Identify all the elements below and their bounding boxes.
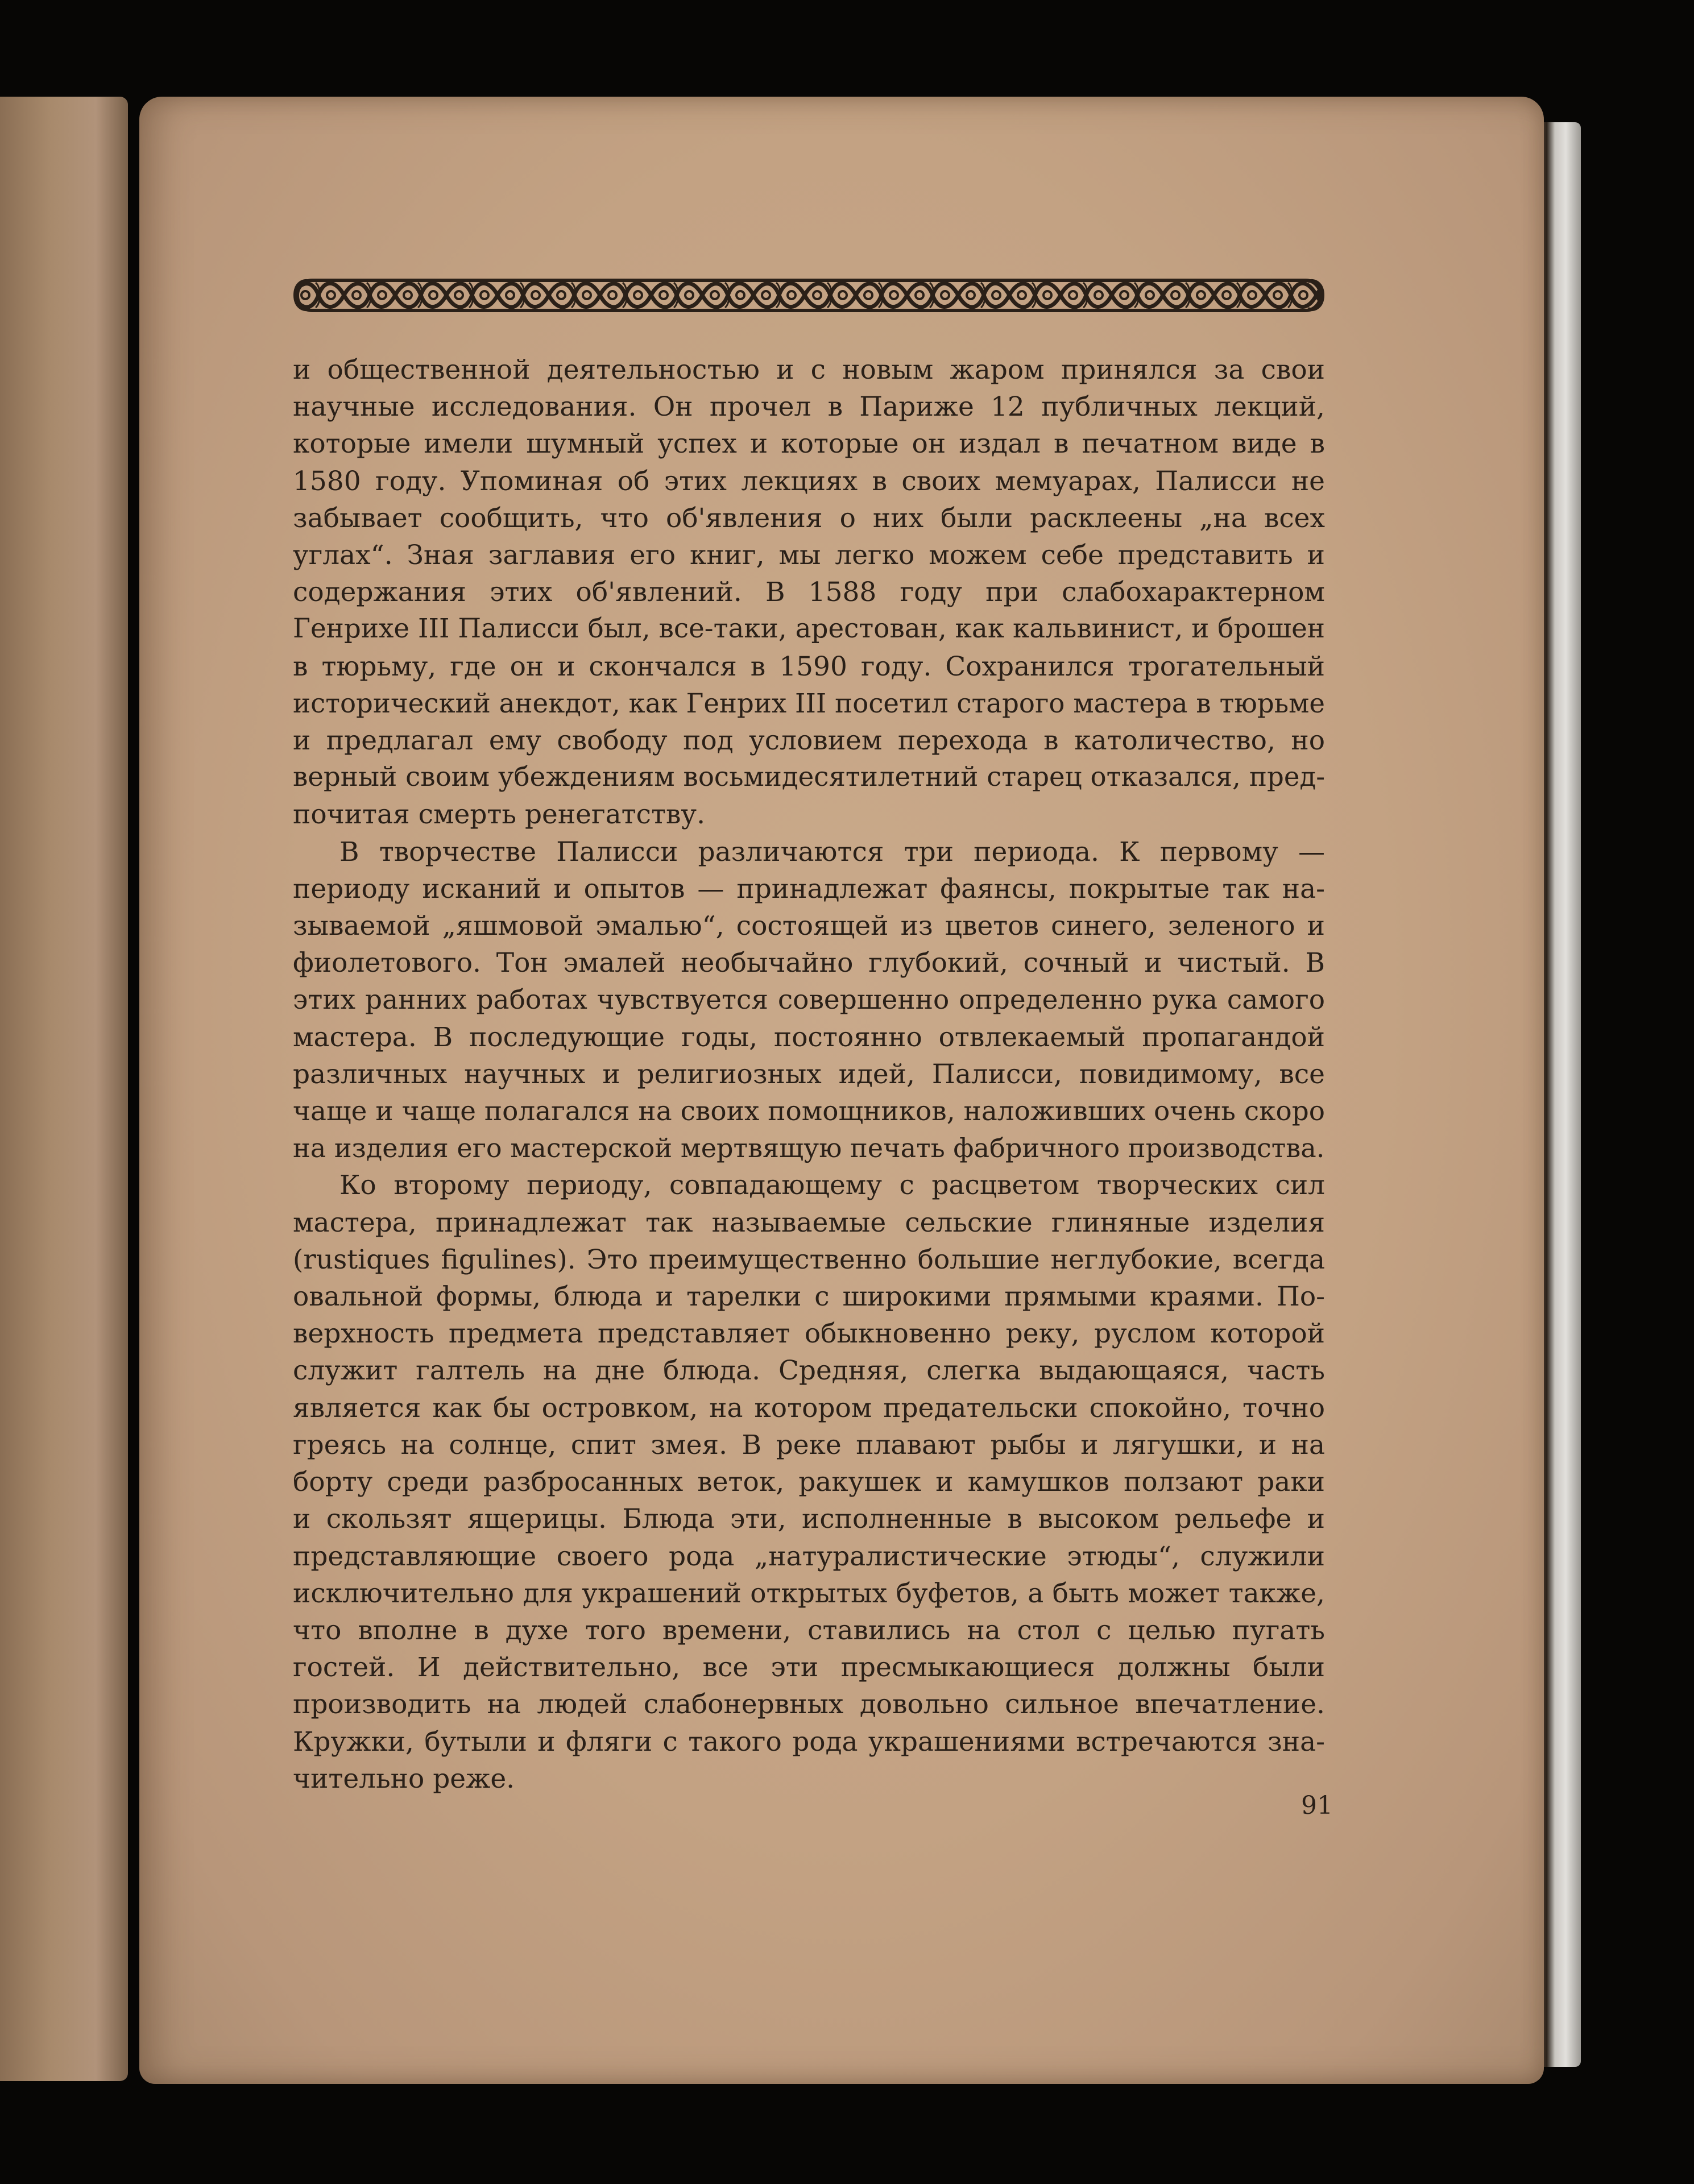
text-line: этих ранних работах чувствуется совершенно определенно рука самого <box>293 984 1325 1016</box>
text-line: фиолетового. Тон эмалей необычайно глубокий, сочный и чистый. В <box>293 947 1325 979</box>
text-line: является как бы островком, на котором предательски спокойно, точно <box>293 1392 1325 1424</box>
text-line: Ко второму периоду, совпадающему с расцветом творческих сил <box>339 1170 1325 1201</box>
text-line: служит галтель на дне блюда. Средняя, слегка выдающаяся, часть <box>293 1355 1325 1387</box>
decorative-headpiece <box>293 277 1325 314</box>
page-number: 91 <box>1301 1791 1333 1820</box>
text-line: исторический анекдот, как Генрих III посетил старого мастера в тюрьме <box>293 687 1325 719</box>
text-line: содержания этих об'явлений. В 1588 году при слабохарактерном <box>293 577 1325 608</box>
text-line: периоду исканий и опытов — принадлежат фаянсы, покрытые так на- <box>293 873 1325 905</box>
text-line: забывает сообщить, что об'явления о них были расклеены „на всех <box>293 502 1325 534</box>
text-line: зываемой „яшмовой эмалью“, состоящей из цветов синего, зеленого и <box>293 910 1325 942</box>
text-line: и предлагал ему свободу под условием перехода в католичество, но <box>293 725 1325 757</box>
text-line: различных научных и религиозных идей, Палисси, повидимому, все <box>293 1058 1325 1090</box>
text-line: которые имели шумный успех и которые он издал в печатном виде в <box>293 428 1325 460</box>
text-line: и общественной деятельностью и с новым жаром принялся за свои <box>293 354 1325 386</box>
text-line: мастера, принадлежат так называемые сельские глиняные изделия <box>293 1207 1325 1238</box>
text-line: 1580 году. Упоминая об этих лекциях в своих мемуарах, Палисси не <box>293 465 1325 497</box>
text-line: углах“. Зная заглавия его книг, мы легко можем себе представить и <box>293 540 1325 571</box>
text-line: (rustiques figulines). Это преимущественно большие неглубокие, всегда <box>293 1244 1325 1275</box>
text-line: представляющие своего рода „натуралистические этюды“, служили <box>293 1540 1325 1572</box>
text-line: овальной формы, блюда и тарелки с широкими прямыми краями. По- <box>293 1281 1325 1313</box>
paragraph <box>293 1167 1325 1797</box>
text-line: верный своим убеждениям восьмидесятилетний старец отказался, пред- <box>293 762 1325 793</box>
text-line: производить на людей слабонервных довольно сильное впечатление. <box>293 1689 1325 1721</box>
text-line: мастера. В последующие годы, постоянно отвлекаемый пропагандой <box>293 1021 1325 1053</box>
facing-page-edge <box>0 97 128 2081</box>
text-line: в тюрьму, где он и скончался в 1590 году. Сохранился трогательный <box>293 650 1325 682</box>
text-line: научные исследования. Он прочел в Париже 12 публичных лекций, <box>293 391 1325 423</box>
text-line: борту среди разбросанных веток, ракушек и камушков ползают раки <box>293 1466 1325 1498</box>
text-line: и скользят ящерицы. Блюда эти, исполненные в высоком рельефе и <box>293 1503 1325 1535</box>
text-line: что вполне в духе того времени, ставились на стол с целью пугать <box>293 1614 1325 1646</box>
text-line: Генрихе III Палисси был, все-таки, арестован, как кальвинист, и брошен <box>293 614 1325 645</box>
text-line: верхность предмета представляет обыкновенно реку, руслом которой <box>293 1318 1325 1350</box>
body-text <box>293 351 1325 1797</box>
paragraph <box>293 834 1325 1167</box>
text-line: исключительно для украшений открытых буфетов, а быть может также, <box>293 1577 1325 1609</box>
text-line: греясь на солнце, спит змея. В реке плавают рыбы и лягушки, и на <box>293 1429 1325 1461</box>
text-line: гостей. И действительно, все эти пресмыкающиеся должны были <box>293 1652 1325 1684</box>
text-line: Кружки, бутыли и фляги с такого рода украшениями встречаются зна- <box>293 1726 1325 1758</box>
text-line: почитая смерть ренегатству. <box>293 799 706 831</box>
text-line: В творчестве Палисси различаются три периода. К первому — <box>339 836 1325 868</box>
text-line: чительно реже. <box>293 1763 515 1795</box>
text-line: на изделия его мастерской мертвящую печать фабричного производства. <box>293 1133 1325 1164</box>
text-line: чаще и чаще полагался на своих помощников, наложивших очень скоро <box>293 1096 1325 1128</box>
paragraph <box>293 351 1325 834</box>
